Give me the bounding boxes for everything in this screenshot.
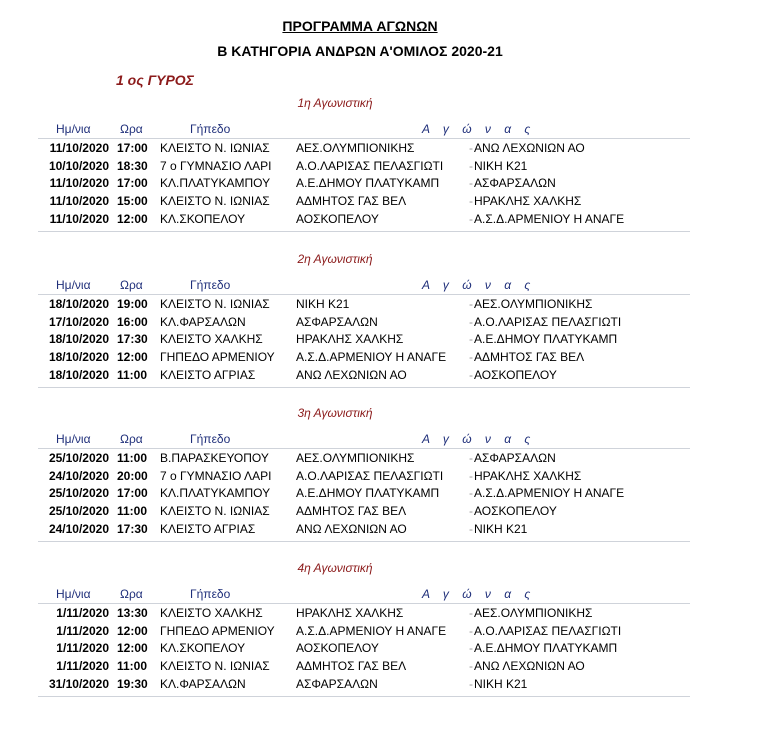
match-separator: -	[469, 504, 473, 519]
table-row	[0, 176, 780, 194]
away-team-cell: Α.Σ.Δ.ΑΡΜΕΝΙΟΥ Η ΑΝΑΓΕ	[474, 211, 625, 226]
header-time: Ωρα	[120, 432, 143, 446]
time-cell: 11:00	[117, 451, 148, 465]
home-team-cell: ΝΙΚΗ Κ21	[296, 297, 350, 311]
away-team-cell: ΑΝΩ ΛΕΧΩΝΙΩΝ ΑΟ	[474, 659, 585, 674]
venue-cell: ΚΛ.ΦΑΡΣΑΛΩΝ	[160, 676, 246, 691]
header-time: Ωρα	[120, 587, 143, 601]
time-cell: 12:00	[117, 623, 148, 638]
time-cell: 11:00	[117, 367, 148, 382]
date-cell: 25/10/2020	[48, 451, 109, 465]
venue-cell: ΚΛΕΙΣΤΟ ΑΓΡΙΑΣ	[160, 521, 256, 536]
time-cell: 12:00	[117, 350, 148, 365]
match-separator: -	[469, 194, 473, 209]
time-cell: 12:00	[117, 211, 148, 226]
venue-cell: ΚΛΕΙΣΤΟ Ν. ΙΩΝΙΑΣ	[160, 504, 270, 519]
header-match: Α γ ώ ν α ς	[422, 587, 536, 601]
home-team-cell: ΑΣΦΑΡΣΑΛΩΝ	[296, 676, 378, 691]
header-venue: Γήπεδο	[190, 278, 231, 292]
matchday-title: 2η Αγωνιστική	[297, 252, 373, 266]
divider	[38, 231, 690, 232]
table-row	[0, 141, 780, 159]
home-team-cell: ΑΝΩ ΛΕΧΩΝΙΩΝ ΑΟ	[296, 367, 407, 382]
table-row	[0, 677, 780, 695]
match-separator: -	[469, 659, 473, 674]
time-cell: 20:00	[117, 468, 148, 483]
header-venue: Γήπεδο	[190, 432, 231, 446]
away-team-cell: Α.Ε.ΔΗΜΟΥ ΠΛΑΤΥΚΑΜΠ	[474, 332, 618, 347]
away-team-cell: ΗΡΑΚΛΗΣ ΧΑΛΚΗΣ	[474, 468, 582, 483]
header-date: Ημ/νια	[56, 587, 91, 601]
match-separator: -	[469, 141, 473, 155]
table-row	[0, 451, 780, 469]
venue-cell: Β.ΠΑΡΑΣΚΕΥΟΠΟΥ	[160, 451, 269, 465]
header-match: Α γ ώ ν α ς	[422, 432, 536, 446]
time-cell: 11:00	[117, 504, 148, 519]
divider	[38, 603, 690, 604]
date-cell: 1/11/2020	[56, 641, 109, 656]
divider	[38, 138, 690, 139]
venue-cell: ΓΗΠΕΔΟ ΑΡΜΕΝΙΟΥ	[160, 623, 275, 638]
divider	[38, 294, 690, 295]
time-cell: 17:30	[117, 332, 148, 347]
venue-cell: ΚΛ.ΣΚΟΠΕΛΟΥ	[160, 641, 246, 656]
table-row	[0, 350, 780, 368]
away-team-cell: Α.Ο.ΛΑΡΙΣΑΣ ΠΕΛΑΣΓΙΩΤΙ	[474, 623, 622, 638]
venue-cell: ΚΛΕΙΣΤΟ ΧΑΛΚΗΣ	[160, 606, 263, 620]
matchday-title: 4η Αγωνιστική	[297, 561, 373, 575]
match-separator: -	[469, 623, 473, 638]
away-team-cell: Α.Ε.ΔΗΜΟΥ ΠΛΑΤΥΚΑΜΠ	[474, 641, 618, 656]
home-team-cell: ΑΔΜΗΤΟΣ ΓΑΣ ΒΕΛ	[296, 659, 407, 674]
venue-cell: ΚΛΕΙΣΤΟ ΧΑΛΚΗΣ	[160, 332, 263, 347]
header-date: Ημ/νια	[56, 122, 91, 136]
header-venue: Γήπεδο	[190, 122, 231, 136]
away-team-cell: ΝΙΚΗ Κ21	[474, 158, 528, 173]
table-row	[0, 368, 780, 386]
date-cell: 24/10/2020	[48, 521, 109, 536]
date-cell: 1/11/2020	[56, 623, 109, 638]
match-separator: -	[469, 676, 473, 691]
date-cell: 31/10/2020	[48, 676, 109, 691]
table-row	[0, 194, 780, 212]
table-row	[0, 641, 780, 659]
date-cell: 25/10/2020	[48, 504, 109, 519]
match-separator: -	[469, 297, 473, 311]
home-team-cell: Α.Ε.ΔΗΜΟΥ ΠΛΑΤΥΚΑΜΠ	[296, 176, 440, 191]
date-cell: 18/10/2020	[48, 350, 109, 365]
date-cell: 11/10/2020	[49, 211, 109, 226]
match-separator: -	[469, 451, 473, 465]
header-date: Ημ/νια	[56, 432, 91, 446]
home-team-cell: Α.Σ.Δ.ΑΡΜΕΝΙΟΥ Η ΑΝΑΓΕ	[296, 350, 447, 365]
away-team-cell: ΝΙΚΗ Κ21	[474, 521, 528, 536]
header-match: Α γ ώ ν α ς	[422, 122, 536, 136]
table-row	[0, 332, 780, 350]
away-team-cell: ΑΣΦΑΡΣΑΛΩΝ	[474, 451, 556, 465]
time-cell: 17:00	[117, 486, 148, 501]
away-team-cell: ΑΕΣ.ΟΛΥΜΠΙΟΝΙΚΗΣ	[474, 297, 593, 311]
match-separator: -	[469, 521, 473, 536]
table-row	[0, 659, 780, 677]
table-row	[0, 504, 780, 522]
divider	[38, 541, 690, 542]
venue-cell: 7 ο ΓΥΜΝΑΣΙΟ ΛΑΡΙ	[160, 158, 272, 173]
away-team-cell: Α.Σ.Δ.ΑΡΜΕΝΙΟΥ Η ΑΝΑΓΕ	[474, 486, 625, 501]
time-cell: 15:00	[117, 194, 148, 209]
time-cell: 11:00	[117, 659, 148, 674]
away-team-cell: ΑΔΜΗΤΟΣ ΓΑΣ ΒΕΛ	[474, 350, 585, 365]
away-team-cell: ΑΝΩ ΛΕΧΩΝΙΩΝ ΑΟ	[474, 141, 585, 155]
divider	[38, 696, 690, 697]
date-cell: 24/10/2020	[48, 468, 109, 483]
date-cell: 18/10/2020	[48, 332, 109, 347]
page-subtitle: Β ΚΑΤΗΓΟΡΙΑ ΑΝΔΡΩΝ Α'ΟΜΙΛΟΣ 2020-21	[217, 43, 503, 59]
venue-cell: ΚΛ.ΠΛΑΤΥΚΑΜΠΟΥ	[160, 176, 271, 191]
venue-cell: ΚΛΕΙΣΤΟ Ν. ΙΩΝΙΑΣ	[160, 297, 270, 311]
home-team-cell: ΑΕΣ.ΟΛΥΜΠΙΟΝΙΚΗΣ	[296, 451, 415, 465]
venue-cell: ΓΗΠΕΔΟ ΑΡΜΕΝΙΟΥ	[160, 350, 275, 365]
home-team-cell: ΑΣΦΑΡΣΑΛΩΝ	[296, 314, 378, 329]
divider	[38, 387, 690, 388]
away-team-cell: ΑΕΣ.ΟΛΥΜΠΙΟΝΙΚΗΣ	[474, 606, 593, 620]
date-cell: 11/10/2020	[49, 141, 109, 155]
date-cell: 18/10/2020	[48, 297, 109, 311]
date-cell: 10/10/2020	[48, 158, 109, 173]
match-separator: -	[469, 367, 473, 382]
venue-cell: ΚΛ.ΠΛΑΤΥΚΑΜΠΟΥ	[160, 486, 271, 501]
match-separator: -	[469, 211, 473, 226]
away-team-cell: ΝΙΚΗ Κ21	[474, 676, 528, 691]
home-team-cell: Α.Σ.Δ.ΑΡΜΕΝΙΟΥ Η ΑΝΑΓΕ	[296, 623, 447, 638]
table-row	[0, 159, 780, 177]
home-team-cell: Α.Ο.ΛΑΡΙΣΑΣ ΠΕΛΑΣΓΙΩΤΙ	[296, 468, 444, 483]
match-separator: -	[469, 314, 473, 329]
time-cell: 12:00	[117, 641, 148, 656]
home-team-cell: Α.Ο.ΛΑΡΙΣΑΣ ΠΕΛΑΣΓΙΩΤΙ	[296, 158, 444, 173]
matchday-title: 3η Αγωνιστική	[297, 406, 373, 420]
time-cell: 17:30	[117, 521, 148, 536]
time-cell: 19:00	[117, 297, 148, 311]
venue-cell: ΚΛΕΙΣΤΟ ΑΓΡΙΑΣ	[160, 367, 256, 382]
away-team-cell: ΑΟΣΚΟΠΕΛΟΥ	[474, 367, 557, 382]
match-separator: -	[469, 176, 473, 191]
home-team-cell: ΑΟΣΚΟΠΕΛΟΥ	[296, 211, 379, 226]
date-cell: 1/11/2020	[56, 606, 109, 620]
date-cell: 11/10/2020	[49, 176, 109, 191]
match-separator: -	[469, 332, 473, 347]
home-team-cell: ΑΝΩ ΛΕΧΩΝΙΩΝ ΑΟ	[296, 521, 407, 536]
home-team-cell: ΑΟΣΚΟΠΕΛΟΥ	[296, 641, 379, 656]
table-row	[0, 606, 780, 624]
header-time: Ωρα	[120, 122, 143, 136]
time-cell: 17:00	[117, 141, 148, 155]
table-row	[0, 624, 780, 642]
time-cell: 16:00	[117, 314, 148, 329]
table-row	[0, 315, 780, 333]
venue-cell: ΚΛ.ΦΑΡΣΑΛΩΝ	[160, 314, 246, 329]
away-team-cell: ΑΟΣΚΟΠΕΛΟΥ	[474, 504, 557, 519]
header-venue: Γήπεδο	[190, 587, 231, 601]
venue-cell: 7 ο ΓΥΜΝΑΣΙΟ ΛΑΡΙ	[160, 468, 272, 483]
venue-cell: ΚΛΕΙΣΤΟ Ν. ΙΩΝΙΑΣ	[160, 194, 270, 209]
table-row	[0, 297, 780, 315]
time-cell: 13:30	[117, 606, 148, 620]
date-cell: 1/11/2020	[56, 659, 109, 674]
home-team-cell: ΑΔΜΗΤΟΣ ΓΑΣ ΒΕΛ	[296, 504, 407, 519]
time-cell: 17:00	[117, 176, 148, 191]
venue-cell: ΚΛ.ΣΚΟΠΕΛΟΥ	[160, 211, 246, 226]
away-team-cell: ΑΣΦΑΡΣΑΛΩΝ	[474, 176, 556, 191]
home-team-cell: ΑΔΜΗΤΟΣ ΓΑΣ ΒΕΛ	[296, 194, 407, 209]
home-team-cell: Α.Ε.ΔΗΜΟΥ ΠΛΑΤΥΚΑΜΠ	[296, 486, 440, 501]
divider	[38, 448, 690, 449]
page-title: ΠΡΟΓΡΑΜΜΑ ΑΓΩΝΩΝ	[282, 18, 438, 34]
header-date: Ημ/νια	[56, 278, 91, 292]
date-cell: 18/10/2020	[48, 367, 109, 382]
table-row	[0, 469, 780, 487]
round-label: 1 ος ΓΥΡΟΣ	[116, 72, 194, 88]
time-cell: 18:30	[117, 158, 148, 173]
matchday-title: 1η Αγωνιστική	[297, 96, 373, 110]
home-team-cell: ΑΕΣ.ΟΛΥΜΠΙΟΝΙΚΗΣ	[296, 141, 415, 155]
home-team-cell: ΗΡΑΚΛΗΣ ΧΑΛΚΗΣ	[296, 332, 404, 347]
header-time: Ωρα	[120, 278, 143, 292]
date-cell: 25/10/2020	[48, 486, 109, 501]
away-team-cell: Α.Ο.ΛΑΡΙΣΑΣ ΠΕΛΑΣΓΙΩΤΙ	[474, 314, 622, 329]
match-separator: -	[469, 486, 473, 501]
time-cell: 19:30	[117, 676, 148, 691]
match-separator: -	[469, 350, 473, 365]
header-match: Α γ ώ ν α ς	[422, 278, 536, 292]
date-cell: 17/10/2020	[48, 314, 109, 329]
table-row	[0, 522, 780, 540]
venue-cell: ΚΛΕΙΣΤΟ Ν. ΙΩΝΙΑΣ	[160, 659, 270, 674]
match-separator: -	[469, 468, 473, 483]
match-separator: -	[469, 606, 473, 620]
match-separator: -	[469, 158, 473, 173]
date-cell: 11/10/2020	[49, 194, 109, 209]
venue-cell: ΚΛΕΙΣΤΟ Ν. ΙΩΝΙΑΣ	[160, 141, 270, 155]
match-separator: -	[469, 641, 473, 656]
away-team-cell: ΗΡΑΚΛΗΣ ΧΑΛΚΗΣ	[474, 194, 582, 209]
table-row	[0, 212, 780, 230]
table-row	[0, 486, 780, 504]
home-team-cell: ΗΡΑΚΛΗΣ ΧΑΛΚΗΣ	[296, 606, 404, 620]
